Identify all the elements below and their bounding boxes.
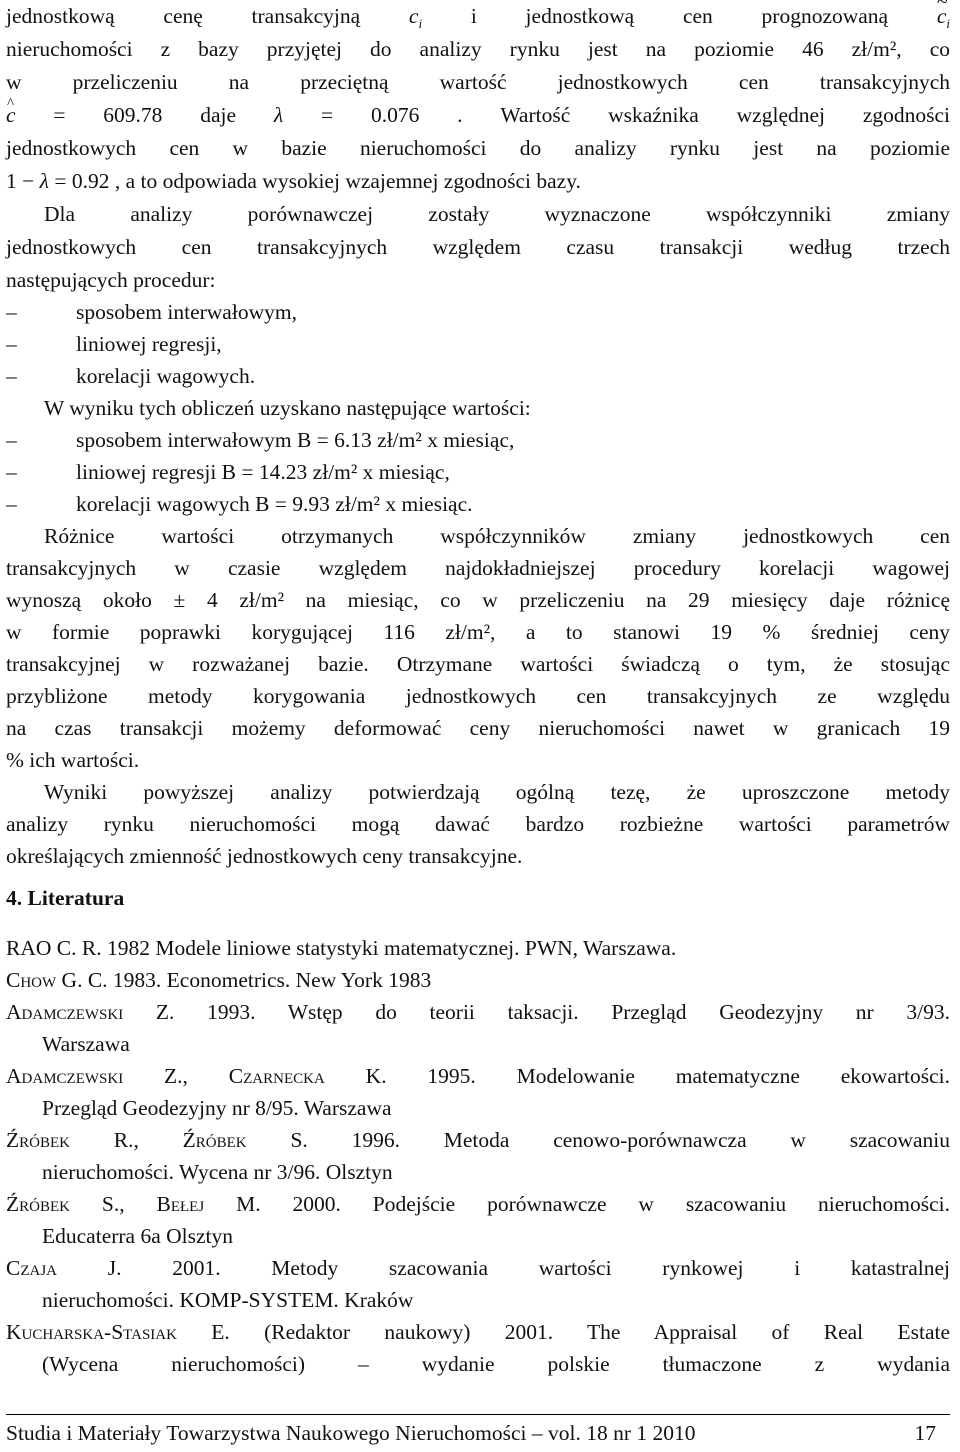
- math-lambda: λ: [39, 169, 49, 193]
- reference-continuation: Przegląd Geodezyjny nr 8/95. Warszawa: [42, 1096, 392, 1120]
- page-footer: [6, 1418, 950, 1448]
- text-line: % ich wartości.: [6, 748, 140, 772]
- math-c-tilde-i: ~ $c_i$: [937, 0, 950, 40]
- reference-continuation: Warszawa: [42, 1032, 130, 1056]
- text-line: następujących procedur:: [6, 268, 216, 292]
- list-item: – liniowej regresji B = 14.23 zł/m² x miesiąc,: [6, 460, 450, 484]
- page-number: 17: [914, 1421, 936, 1445]
- reference-item: Źróbek R., Źróbek S. 1996. Metoda cenowo-porównawcza w szacowaniu: [6, 1128, 951, 1152]
- text-line: analizy rynku nieruchomości mogą dawać bardzo rozbieżne wartości parametrów: [6, 812, 950, 836]
- text-line: w formie poprawki korygującej 116 zł/m², a to stanowi 19 % średniej ceny: [6, 620, 950, 644]
- text-line: wynoszą około ± 4 zł/m² na miesiąc, co w przeliczeniu na 29 miesięcy daje różnicę: [6, 588, 950, 612]
- math-lambda: λ: [273, 103, 284, 127]
- text-line: nieruchomości z bazy przyjętej do analizy rynku jest na poziomie 46 zł/m², co: [6, 37, 950, 61]
- text-line: transakcyjnych w czasie względem najdokładniejszej procedury korelacji wagowej: [6, 556, 950, 580]
- math-c-i: $c_i$: [408, 4, 423, 31]
- reference-item: Kucharska-Stasiak E. (Redaktor naukowy) 2001. The Appraisal of Real Estate: [6, 1320, 950, 1344]
- paragraph-first-line: Różnice wartości otrzymanych współczynników zmiany jednostkowych cen: [44, 524, 950, 548]
- text-line: określających zmienność jednostkowych ceny transakcyjne.: [6, 844, 523, 868]
- list-item: – sposobem interwałowym,: [6, 300, 297, 324]
- text-line: jednostkowych cen w bazie nieruchomości do analizy rynku jest na poziomie: [6, 136, 950, 160]
- paragraph-first-line: Wyniki powyższej analizy potwierdzają ogólną tezę, że uproszczone metody: [44, 780, 950, 804]
- reference-item: Chow G. C. 1983. Econometrics. New York 1983: [6, 968, 432, 992]
- text-line: ^ c = 609.78 daje λ = 0.076 . Wartość wskaźnika względnej zgodności: [6, 99, 950, 131]
- reference-item: Adamczewski Z., Czarnecka K. 1995. Modelowanie matematyczne ekowartości.: [6, 1064, 950, 1088]
- list-item: – sposobem interwałowym B = 6.13 zł/m² x miesiąc,: [6, 428, 515, 452]
- text-line: W wyniku tych obliczeń uzyskano następujące wartości:: [44, 396, 531, 420]
- section-heading: 4. Literatura: [6, 886, 125, 910]
- text-line: przybliżone metody korygowania jednostkowych cen transakcyjnych ze względu: [6, 684, 950, 708]
- paragraph-first-line: Dla analizy porównawczej zostały wyznaczone współczynniki zmiany: [44, 202, 950, 226]
- reference-item: Adamczewski Z. 1993. Wstęp do teorii taksacji. Przegląd Geodezyjny nr 3/93.: [6, 1000, 950, 1024]
- text-line: transakcyjnej w rozważanej bazie. Otrzymane wartości świadczą o tym, że stosując: [6, 652, 950, 676]
- footer-divider: [6, 1414, 950, 1415]
- list-item: – liniowej regresji,: [6, 332, 222, 356]
- reference-continuation: nieruchomości. KOMP-SYSTEM. Kraków: [42, 1288, 414, 1312]
- math-c-hat: ^ c: [6, 99, 16, 131]
- text-line: jednostkowych cen transakcyjnych względem czasu transakcji według trzech: [6, 235, 950, 259]
- text-line: w przeliczeniu na przeciętną wartość jednostkowych cen transakcyjnych: [6, 70, 950, 94]
- list-item: – korelacji wagowych B = 9.93 zł/m² x miesiąc.: [6, 492, 473, 516]
- text-line: 1 − λ = 0.92 , a to odpowiada wysokiej wzajemnej zgodności bazy.: [6, 169, 581, 193]
- reference-item: Źróbek S., Bełej M. 2000. Podejście porównawcze w szacowaniu nieruchomości.: [6, 1192, 950, 1216]
- reference-continuation: nieruchomości. Wycena nr 3/96. Olsztyn: [42, 1160, 393, 1184]
- reference-continuation: (Wycena nieruchomości) – wydanie polskie tłumaczone z wydania: [42, 1352, 950, 1376]
- reference-item: RAO C. R. 1982 Modele liniowe statystyki matematycznej. PWN, Warszawa.: [6, 936, 677, 960]
- reference-item: Czaja J. 2001. Metody szacowania wartości rynkowej i katastralnej: [6, 1256, 950, 1280]
- text-line: na czas transakcji możemy deformować ceny nieruchomości nawet w granicach 19: [6, 716, 950, 740]
- text-line: jednostkową cenę transakcyjną $c_i$ i jednostkową cen prognozowaną ~ $c_i$: [6, 0, 950, 32]
- footer-journal-title: Studia i Materiały Towarzystwa Naukowego Nieruchomości – vol. 18 nr 1 2010: [6, 1421, 696, 1445]
- reference-continuation: Educaterra 6a Olsztyn: [42, 1224, 234, 1248]
- list-item: – korelacji wagowych.: [6, 364, 256, 388]
